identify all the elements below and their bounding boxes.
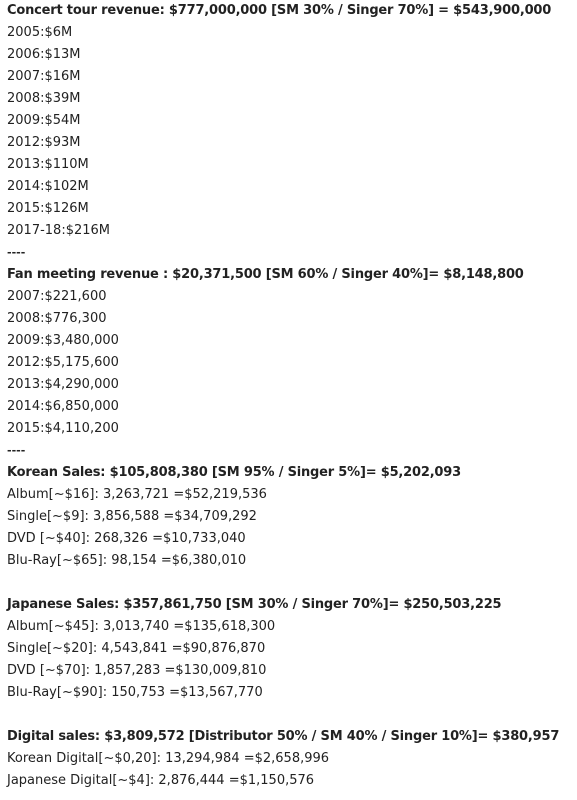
fan-meeting-item: 2012:$5,175,600: [7, 355, 119, 370]
korean-sales-item: Blu-Ray[~$65]: 98,154 =$6,380,010: [7, 553, 247, 568]
concert-item: 2008:$39M: [7, 91, 81, 106]
concert-item: 2014:$102M: [7, 179, 89, 194]
fan-meeting-item: 2009:$3,480,000: [7, 333, 119, 348]
concert-heading: Concert tour revenue: $777,000,000 [SM 30% / Singer 70%] = $543,900,000: [7, 3, 552, 18]
japanese-sales-item: Album[~$45]: 3,013,740 =$135,618,300: [7, 619, 276, 634]
digital-sales-item: Korean Digital[~$0,20]: 13,294,984 =$2,658,996: [7, 751, 330, 766]
japanese-sales-item: DVD [~$70]: 1,857,283 =$130,009,810: [7, 663, 267, 678]
concert-item: 2006:$13M: [7, 47, 81, 62]
fan-meeting-item: 2008:$776,300: [7, 311, 107, 326]
japanese-sales-item: Single[~$20]: 4,543,841 =$90,876,870: [7, 641, 266, 656]
fan-meeting-heading: Fan meeting revenue : $20,371,500 [SM 60% / Singer 40%]= $8,148,800: [7, 267, 524, 282]
blank-line: [7, 704, 577, 726]
section-separator: ----: [7, 444, 26, 457]
section-separator: ----: [7, 246, 26, 259]
digital-sales-item: Japanese Digital[~$4]: 2,876,444 =$1,150,576: [7, 773, 315, 788]
concert-item: 2005:$6M: [7, 25, 73, 40]
concert-item: 2015:$126M: [7, 201, 89, 216]
fan-meeting-item: 2014:$6,850,000: [7, 399, 119, 414]
concert-item: 2012:$93M: [7, 135, 81, 150]
japanese-sales-item: Blu-Ray[~$90]: 150,753 =$13,567,770: [7, 685, 263, 700]
blank-line: [7, 572, 577, 594]
fan-meeting-item: 2007:$221,600: [7, 289, 107, 304]
korean-sales-item: Single[~$9]: 3,856,588 =$34,709,292: [7, 509, 257, 524]
japanese-sales-heading: Japanese Sales: $357,861,750 [SM 30% / Singer 70%]= $250,503,225: [7, 597, 502, 612]
concert-item: 2013:$110M: [7, 157, 89, 172]
fan-meeting-item: 2013:$4,290,000: [7, 377, 119, 392]
concert-item: 2007:$16M: [7, 69, 81, 84]
concert-item: 2017-18:$216M: [7, 223, 110, 238]
korean-sales-heading: Korean Sales: $105,808,380 [SM 95% / Singer 5%]= $5,202,093: [7, 465, 461, 480]
concert-item: 2009:$54M: [7, 113, 81, 128]
korean-sales-item: DVD [~$40]: 268,326 =$10,733,040: [7, 531, 246, 546]
fan-meeting-item: 2015:$4,110,200: [7, 421, 119, 436]
korean-sales-item: Album[~$16]: 3,263,721 =$52,219,536: [7, 487, 267, 502]
digital-sales-heading: Digital sales: $3,809,572 [Distributor 50% / SM 40% / Singer 10%]= $380,957: [7, 729, 560, 744]
